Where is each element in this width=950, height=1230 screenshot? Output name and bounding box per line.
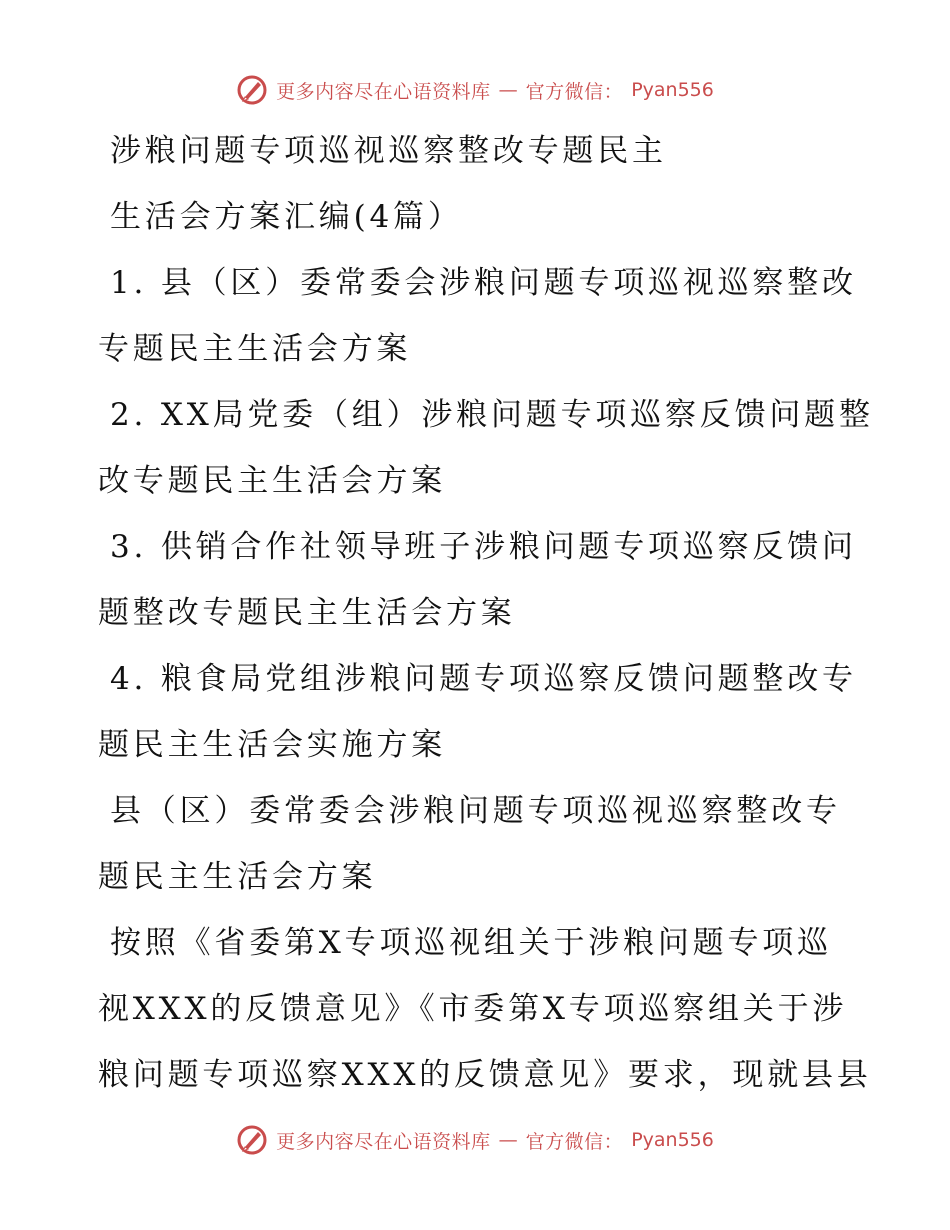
quill-logo-icon	[236, 1124, 268, 1156]
watermark-dash: —	[498, 79, 518, 101]
watermark-wechat-label: 官方微信：	[525, 1130, 624, 1153]
watermark-wechat-label: 官方微信：	[525, 80, 624, 103]
list-item-3-line-2: 题整改专题民主生活会方案	[98, 595, 516, 631]
watermark-banner-top	[0, 70, 950, 110]
watermark-text: 更多内容尽在心语资料库	[276, 1130, 491, 1153]
paragraph-line-2: 视XXX的反馈意见》《市委第X专项巡察组关于涉	[98, 991, 848, 1027]
watermark-wechat-id: Pyan556	[631, 1129, 714, 1151]
list-item-4-line-2: 题民主生活会实施方案	[98, 727, 446, 763]
paragraph-line-3: 粮问题专项巡察XXX的反馈意见》要求，现就县县	[98, 1057, 872, 1093]
list-item-4-line-1: 4. 粮食局党组涉粮问题专项巡察反馈问题整改专	[110, 661, 857, 697]
list-item-3-line-1: 3. 供销合作社领导班子涉粮问题专项巡察反馈问	[110, 529, 857, 565]
document-title-line-1: 涉粮问题专项巡视巡察整改专题民主	[110, 133, 667, 169]
section-heading-line-1: 县（区）委常委会涉粮问题专项巡视巡察整改专	[110, 793, 841, 829]
watermark-banner-bottom	[0, 1120, 950, 1160]
watermark-text: 更多内容尽在心语资料库	[276, 80, 491, 103]
list-item-1-line-2: 专题民主生活会方案	[98, 331, 412, 367]
list-item-2-line-1: 2. XX局党委（组）涉粮问题专项巡察反馈问题整	[110, 397, 874, 433]
paragraph-line-1: 按照《省委第X专项巡视组关于涉粮问题专项巡	[110, 925, 832, 961]
section-heading-line-2: 题民主生活会方案	[98, 859, 377, 895]
quill-logo-icon	[236, 74, 268, 106]
list-item-2-line-2: 改专题民主生活会方案	[98, 463, 446, 499]
document-body	[98, 118, 874, 1108]
list-item-1-line-1: 1. 县（区）委常委会涉粮问题专项巡视巡察整改	[110, 265, 857, 301]
watermark-wechat-id: Pyan556	[631, 79, 714, 101]
document-title-line-2: 生活会方案汇编(4篇）	[110, 199, 463, 235]
watermark-dash: —	[498, 1129, 518, 1151]
